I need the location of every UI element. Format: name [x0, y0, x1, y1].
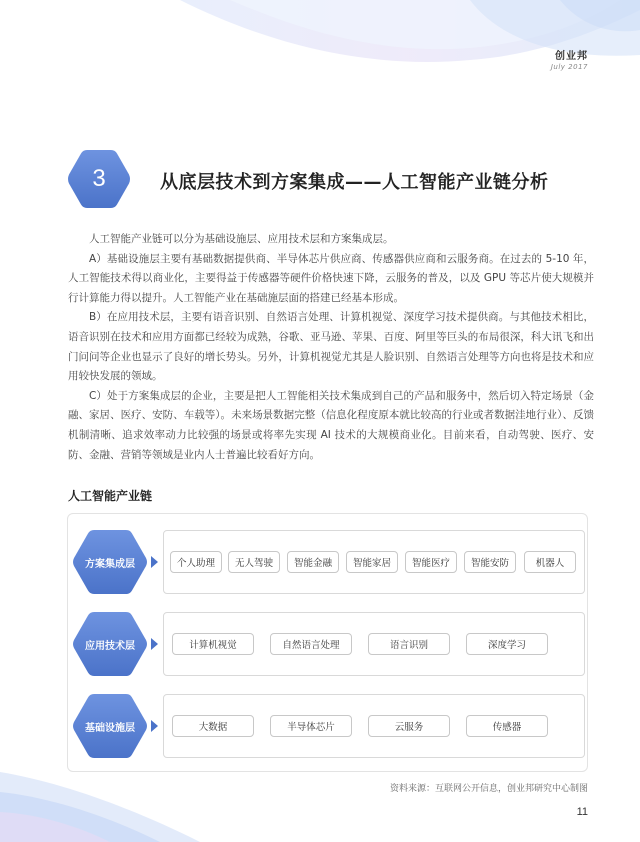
- chain-diagram-title: 人工智能产业链: [68, 489, 153, 503]
- chapter-number: 3: [92, 165, 106, 192]
- layer-panel-infrastructure: [163, 694, 585, 758]
- chain-item: 智能家居: [346, 551, 398, 573]
- arrow-right-icon: [151, 638, 158, 650]
- chain-item: 智能金融: [287, 551, 339, 573]
- layer-label-solution: 方案集成层: [85, 558, 135, 570]
- chain-item: 自然语言处理: [270, 633, 352, 655]
- paragraph-c: C）处于方案集成层的企业，主要是把人工智能相关技术集成到自己的产品和服务中，然后切入特定场景（金融、家居、医疗、安防、车载等）。未来场景数据完整（信息化程度原本就比较高的行业或者数据洼地行业）、反馈机制清晰、追求效率动力比较强的场景或将率先实现 AI 技术的大规模商业化。目前来看，自动驾驶、医疗、安防、金融、营销等领域是业内人士普遍比较看好方向。: [68, 389, 594, 461]
- chain-item: 机器人: [524, 551, 576, 573]
- chain-item: 计算机视觉: [172, 633, 254, 655]
- chain-item: 深度学习: [466, 633, 548, 655]
- paragraph-a: A）基础设施层主要有基础数据提供商、半导体芯片供应商、传感器供应商和云服务商。在过去的 5-10 年，人工智能技术得以商业化，主要得益于传感器等硬件价格快速下降，云服务的普及，以及 GPU 等芯片使大规模并行计算能力得以提升。人工智能产业在基础施层面的搭建已经基本形成。: [68, 252, 594, 304]
- chain-item: 传感器: [466, 715, 548, 737]
- chain-item: 智能安防: [464, 551, 516, 573]
- layer-panel-application: [163, 612, 585, 676]
- decorative-wave-top: [0, 0, 640, 110]
- layer-label-application: 应用技术层: [85, 640, 135, 652]
- paragraph-intro: 人工智能产业链可以分为基础设施层、应用技术层和方案集成层。: [89, 233, 394, 245]
- brand-block: [551, 47, 588, 71]
- layer-panel-solution: [163, 530, 585, 594]
- arrow-right-icon: [151, 720, 158, 732]
- chain-item: 个人助理: [170, 551, 222, 573]
- source-note: 资料来源：互联网公开信息，创业邦研究中心制图: [389, 784, 588, 794]
- chain-item: 大数据: [172, 715, 254, 737]
- chain-item: 语言识别: [368, 633, 450, 655]
- body-text: [68, 230, 594, 465]
- page-number: 11: [576, 806, 588, 818]
- chain-item: 智能医疗: [405, 551, 457, 573]
- paragraph-b: B）在应用技术层，主要有语音识别、自然语言处理、计算机视觉、深度学习技术提供商。与其他技术相比，语音识别在技术和应用方面都已经较为成熟，谷歌、亚马逊、苹果、百度、阿里等巨头的布局很深，科大讯飞和出门问问等企业也显示了良好的增长势头。另外，计算机视觉尤其是人脸识别、自然语言处理等方向也将是技术和应用较快发展的领域。: [68, 311, 594, 383]
- chapter-title: 从底层技术到方案集成——人工智能产业链分析: [160, 172, 549, 193]
- chain-item: 无人驾驶: [228, 551, 280, 573]
- chain-item: 云服务: [368, 715, 450, 737]
- arrow-right-icon: [151, 556, 158, 568]
- layer-label-infrastructure: 基础设施层: [85, 722, 135, 734]
- brand-name: 创业邦: [555, 51, 588, 62]
- chain-item: 半导体芯片: [270, 715, 352, 737]
- issue-date: July 2017: [550, 63, 588, 71]
